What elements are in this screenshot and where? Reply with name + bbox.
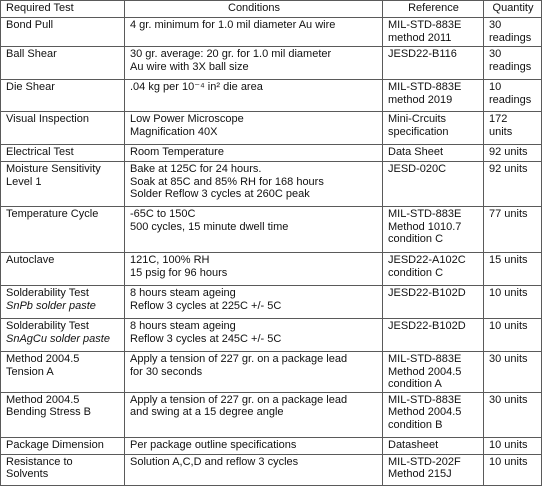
test-name-cell xyxy=(1,207,125,253)
conditions-cell xyxy=(125,352,383,393)
reference-cell-line: MIL-STD-883E xyxy=(388,393,462,406)
test-name-cell xyxy=(1,392,125,437)
conditions-cell-line: 15 psig for 96 hours xyxy=(130,266,228,279)
quantity-cell xyxy=(484,47,542,80)
reference-cell-line: specification xyxy=(388,125,449,138)
reference-cell xyxy=(383,286,484,319)
test-name-cell xyxy=(1,437,125,454)
conditions-cell-line: Au wire with 3X ball size xyxy=(130,60,249,73)
test-name-cell-line: Solderability Test xyxy=(6,287,89,299)
reference-cell-line: condition C xyxy=(388,233,444,245)
conditions-cell-line: 500 cycles, 15 minute dwell time xyxy=(130,220,289,233)
conditions-cell-line: .04 kg per 10⁻⁴ in² die area xyxy=(130,81,263,93)
reference-cell-line: Datasheet xyxy=(388,438,439,451)
conditions-cell xyxy=(125,437,383,454)
reference-cell-line: Mini-Crcuits xyxy=(388,113,447,125)
header-quantity: Quantity xyxy=(484,1,542,18)
table-row xyxy=(1,112,542,145)
reference-cell xyxy=(383,392,484,437)
table-row xyxy=(1,47,542,80)
conditions-cell xyxy=(125,112,383,145)
conditions-cell-line: 30 gr. average: 20 gr. for 1.0 mil diameter xyxy=(130,48,332,60)
reference-cell-line: Method 215J xyxy=(388,468,452,480)
test-name-cell xyxy=(1,454,125,485)
quantity-cell-line: readings xyxy=(489,60,532,73)
test-name-cell-line: Electrical Test xyxy=(6,146,74,158)
quantity-cell xyxy=(484,207,542,253)
reference-cell xyxy=(383,47,484,80)
quantity-cell xyxy=(484,18,542,47)
quantity-cell-line: readings xyxy=(489,31,532,44)
table-row xyxy=(1,437,542,454)
test-name-cell xyxy=(1,352,125,393)
reference-cell xyxy=(383,18,484,47)
reference-cell-line: JESD-020C xyxy=(388,163,447,175)
table-row xyxy=(1,253,542,286)
test-name-cell-line: Temperature Cycle xyxy=(6,208,99,220)
conditions-cell xyxy=(125,454,383,485)
reference-cell xyxy=(383,162,484,207)
conditions-cell-line: 4 gr. minimum for 1.0 mil diameter Au wire xyxy=(130,19,336,31)
quantity-cell xyxy=(484,162,542,207)
test-name-cell-line: Visual Inspection xyxy=(6,113,89,125)
quantity-cell-line: 15 units xyxy=(489,254,528,266)
quantity-cell xyxy=(484,454,542,485)
test-name-cell-line: Ball Shear xyxy=(6,48,57,60)
quantity-cell-line: units xyxy=(489,125,513,138)
test-name-cell xyxy=(1,286,125,319)
test-name-cell-line: Solvents xyxy=(6,468,49,480)
quantity-cell-line: 10 units xyxy=(489,438,528,451)
conditions-cell-line: Per package outline specifications xyxy=(130,438,297,451)
conditions-cell-line: Solder Reflow 3 cycles at 260C peak xyxy=(130,188,310,200)
reference-cell-line: condition B xyxy=(388,418,443,431)
reference-cell xyxy=(383,145,484,162)
quantity-cell-line: 30 units xyxy=(489,393,528,406)
conditions-cell-line: Apply a tension of 227 gr. on a package lead xyxy=(130,353,348,365)
conditions-cell-line: Reflow 3 cycles at 245C +/- 5C xyxy=(130,332,282,345)
table-row xyxy=(1,207,542,253)
table-row xyxy=(1,80,542,112)
reference-cell-line: MIL-STD-883E xyxy=(388,353,462,365)
quantity-cell xyxy=(484,352,542,393)
reference-cell-line: condition C xyxy=(388,266,444,279)
conditions-cell xyxy=(125,18,383,47)
reference-cell-line: condition A xyxy=(388,378,442,390)
reference-cell xyxy=(383,253,484,286)
reference-cell xyxy=(383,352,484,393)
quantity-cell xyxy=(484,319,542,352)
header-conditions: Conditions xyxy=(125,1,383,18)
reference-cell xyxy=(383,80,484,112)
quantity-cell xyxy=(484,392,542,437)
conditions-cell xyxy=(125,253,383,286)
quantity-cell xyxy=(484,145,542,162)
quantity-cell xyxy=(484,253,542,286)
header-reference: Reference xyxy=(383,1,484,18)
test-name-cell-line: Method 2004.5 xyxy=(6,353,80,365)
quantity-cell xyxy=(484,286,542,319)
test-name-cell xyxy=(1,319,125,352)
quantity-cell-line: 30 xyxy=(489,19,502,31)
table-row xyxy=(1,145,542,162)
conditions-cell xyxy=(125,286,383,319)
conditions-cell-line: Soak at 85C and 85% RH for 168 hours xyxy=(130,175,324,188)
table-row xyxy=(1,392,542,437)
test-name-cell-line: Autoclave xyxy=(6,254,55,266)
quantity-cell xyxy=(484,80,542,112)
conditions-cell-line: Low Power Microscope xyxy=(130,113,244,125)
test-name-cell xyxy=(1,47,125,80)
test-name-cell xyxy=(1,112,125,145)
table-row xyxy=(1,286,542,319)
quantity-cell-line: 77 units xyxy=(489,208,528,220)
quantity-cell-line: readings xyxy=(489,93,532,106)
test-name-cell-line: Package Dimension xyxy=(6,438,104,451)
test-name-cell-line: Bending Stress B xyxy=(6,406,91,418)
reference-cell xyxy=(383,437,484,454)
conditions-cell-line: Solution A,C,D and reflow 3 cycles xyxy=(130,455,299,468)
reference-cell-line: method 2011 xyxy=(388,31,452,44)
quantity-cell-line: 10 units xyxy=(489,287,528,299)
quantity-cell xyxy=(484,112,542,145)
reference-cell-line: MIL-STD-883E xyxy=(388,208,462,220)
reference-cell xyxy=(383,454,484,485)
test-name-cell-line: Resistance to xyxy=(6,455,73,468)
conditions-cell xyxy=(125,80,383,112)
conditions-cell xyxy=(125,47,383,80)
conditions-cell-line: 8 hours steam ageing xyxy=(130,320,236,332)
quantity-cell-line: 10 xyxy=(489,81,502,93)
conditions-cell xyxy=(125,319,383,352)
reference-cell xyxy=(383,319,484,352)
reference-cell xyxy=(383,207,484,253)
test-name-cell xyxy=(1,18,125,47)
test-table-body xyxy=(1,1,542,486)
test-name-cell-line: Solderability Test xyxy=(6,320,89,332)
test-name-cell-line: Die Shear xyxy=(6,81,55,93)
reference-cell xyxy=(383,112,484,145)
table-row xyxy=(1,454,542,485)
reference-cell-line: MIL-STD-202F xyxy=(388,455,461,468)
table-row xyxy=(1,352,542,393)
conditions-cell-line: for 30 seconds xyxy=(130,365,203,378)
table-row xyxy=(1,18,542,47)
test-name-cell-line: Moisture Sensitivity xyxy=(6,163,101,175)
conditions-cell-line: 8 hours steam ageing xyxy=(130,287,236,299)
reference-cell-line: JESD22-B102D xyxy=(388,320,466,332)
test-name-sub: SnPb solder paste xyxy=(6,299,96,312)
conditions-cell-line: 121C, 100% RH xyxy=(130,254,210,266)
reference-cell-line: Method 1010.7 xyxy=(388,220,462,233)
quantity-cell-line: 30 xyxy=(489,48,502,60)
test-name-cell-line: Tension A xyxy=(6,365,54,378)
test-name-cell-line: Bond Pull xyxy=(6,19,54,31)
test-name-cell xyxy=(1,253,125,286)
conditions-cell-line: Room Temperature xyxy=(130,146,224,158)
test-name-cell xyxy=(1,80,125,112)
test-name-sub: SnAgCu solder paste xyxy=(6,332,110,345)
conditions-cell-line: Reflow 3 cycles at 225C +/- 5C xyxy=(130,299,282,312)
reference-cell-line: MIL-STD-883E xyxy=(388,19,462,31)
header-required-test: Required Test xyxy=(1,1,125,18)
conditions-cell-line: -65C to 150C xyxy=(130,208,196,220)
reference-cell-line: method 2019 xyxy=(388,93,453,106)
conditions-cell-line: Magnification 40X xyxy=(130,125,218,138)
test-name-cell-line: Level 1 xyxy=(6,175,42,188)
reference-cell-line: MIL-STD-883E xyxy=(388,81,462,93)
conditions-cell xyxy=(125,392,383,437)
conditions-cell xyxy=(125,207,383,253)
quantity-cell-line: 30 units xyxy=(489,353,528,365)
quantity-cell-line: 92 units xyxy=(489,146,528,158)
quantity-cell-line: 172 xyxy=(489,113,508,125)
reference-cell-line: Method 2004.5 xyxy=(388,406,462,418)
reference-cell-line: JESD22-A102C xyxy=(388,254,466,266)
header-row xyxy=(1,1,542,18)
conditions-cell-line: Bake at 125C for 24 hours. xyxy=(130,163,262,175)
conditions-cell xyxy=(125,145,383,162)
test-name-cell xyxy=(1,162,125,207)
conditions-cell xyxy=(125,162,383,207)
conditions-cell-line: Apply a tension of 227 gr. on a package lead xyxy=(130,393,348,406)
conditions-cell-line: and swing at a 15 degree angle xyxy=(130,406,284,418)
reference-cell-line: Data Sheet xyxy=(388,146,444,158)
table-row xyxy=(1,162,542,207)
reference-cell-line: Method 2004.5 xyxy=(388,365,462,378)
table-row xyxy=(1,319,542,352)
reference-cell-line: JESD22-B102D xyxy=(388,287,466,299)
quantity-cell xyxy=(484,437,542,454)
reference-cell-line: JESD22-B116 xyxy=(388,48,457,60)
test-name-cell-line: Method 2004.5 xyxy=(6,393,80,406)
test-name-cell xyxy=(1,145,125,162)
quantity-cell-line: 10 units xyxy=(489,320,528,332)
quantity-cell-line: 92 units xyxy=(489,163,528,175)
quantity-cell-line: 10 units xyxy=(489,455,528,468)
